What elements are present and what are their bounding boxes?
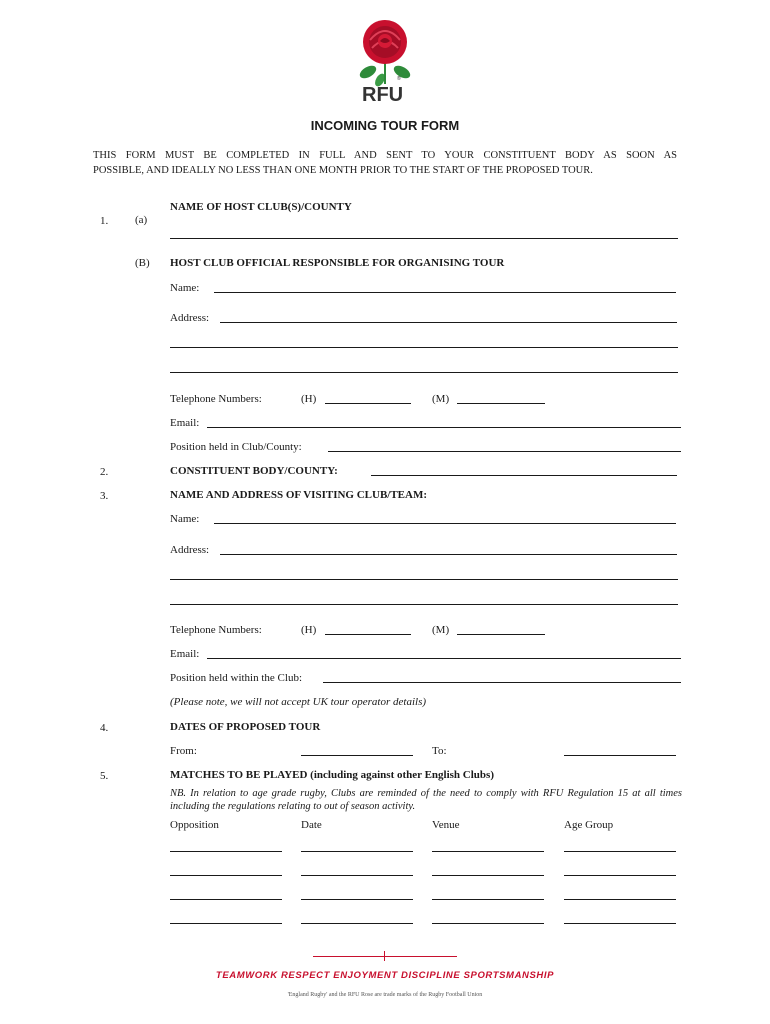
visitor-email-label: Email:: [170, 648, 200, 660]
visitor-address-field-1[interactable]: [220, 554, 677, 555]
match-cell-field[interactable]: [170, 899, 282, 900]
footer-divider-tick: [384, 951, 385, 961]
match-cell-field[interactable]: [564, 923, 676, 924]
footer-divider: [313, 956, 457, 957]
visitor-telephone-label: Telephone Numbers:: [170, 624, 262, 636]
to-date-field[interactable]: [564, 755, 676, 756]
section-4-heading: DATES OF PROPOSED TOUR: [170, 721, 321, 733]
visitor-position-field[interactable]: [323, 682, 681, 683]
col-venue: Venue: [432, 819, 460, 831]
host-mobile-phone-field[interactable]: [457, 403, 545, 404]
host-address-field-3[interactable]: [170, 372, 678, 373]
intro-line-1: THIS FORM MUST BE COMPLETED IN FULL AND SENT TO YOUR CONSTITUENT BODY AS SOON AS: [93, 150, 677, 161]
section-5-number: 5.: [100, 770, 109, 782]
constituent-body-field[interactable]: [371, 475, 677, 476]
section-1-number: 1.: [100, 215, 109, 227]
visitor-home-phone-field[interactable]: [325, 634, 411, 635]
host-home-phone-field[interactable]: [325, 403, 411, 404]
col-date: Date: [301, 819, 322, 831]
visitor-home-label: (H): [301, 624, 317, 636]
intro-line-2: POSSIBLE, AND IDEALLY NO LESS THAN ONE MONTH PRIOR TO THE START OF THE PROPOSED TOUR.: [93, 165, 593, 176]
section-1a-heading: NAME OF HOST CLUB(S)/COUNTY: [170, 201, 352, 213]
host-mobile-label: (M): [432, 393, 450, 405]
match-cell-field[interactable]: [432, 899, 544, 900]
visitor-mobile-label: (M): [432, 624, 450, 636]
section-4-number: 4.: [100, 722, 109, 734]
host-position-label: Position held in Club/County:: [170, 441, 302, 453]
match-cell-field[interactable]: [170, 875, 282, 876]
from-date-field[interactable]: [301, 755, 413, 756]
section-1b-heading: HOST CLUB OFFICIAL RESPONSIBLE FOR ORGANISING TOUR: [170, 257, 505, 269]
match-cell-field[interactable]: [170, 851, 282, 852]
match-cell-field[interactable]: [564, 899, 676, 900]
col-opposition: Opposition: [170, 819, 219, 831]
match-cell-field[interactable]: [432, 875, 544, 876]
match-cell-field[interactable]: [301, 875, 413, 876]
host-club-field[interactable]: [170, 238, 678, 239]
match-cell-field[interactable]: [432, 851, 544, 852]
match-cell-field[interactable]: [301, 851, 413, 852]
age-grade-note: NB. In relation to age grade rugby, Clubs are reminded of the need to comply with RFU Regulation 15 at all times including the regulations relating to out of season activity.: [170, 788, 682, 812]
host-address-field-2[interactable]: [170, 347, 678, 348]
logo-text: RFU: [362, 84, 404, 106]
section-3-number: 3.: [100, 490, 109, 502]
match-cell-field[interactable]: [564, 875, 676, 876]
host-name-field[interactable]: [214, 292, 676, 293]
section-5-heading: MATCHES TO BE PLAYED (including against other English Clubs): [170, 769, 494, 781]
trademark-notice: 'England Rugby' and the RFU Rose are trade marks of the Rugby Football Union: [287, 992, 483, 998]
match-cell-field[interactable]: [301, 923, 413, 924]
host-telephone-label: Telephone Numbers:: [170, 393, 262, 405]
rfu-logo: [350, 12, 420, 108]
host-address-label: Address:: [170, 312, 210, 324]
col-age-group: Age Group: [564, 819, 614, 831]
svg-text:®: ®: [397, 76, 401, 82]
host-email-field[interactable]: [207, 427, 681, 428]
match-cell-field[interactable]: [170, 923, 282, 924]
visitor-email-field[interactable]: [207, 658, 681, 659]
section-2-number: 2.: [100, 466, 109, 478]
from-label: From:: [170, 745, 197, 757]
visitor-mobile-phone-field[interactable]: [457, 634, 545, 635]
host-position-field[interactable]: [328, 451, 681, 452]
to-label: To:: [432, 745, 447, 757]
host-address-field-1[interactable]: [220, 322, 677, 323]
section-3-heading: NAME AND ADDRESS OF VISITING CLUB/TEAM:: [170, 489, 428, 501]
host-name-label: Name:: [170, 282, 200, 294]
tour-operator-note: (Please note, we will not accept UK tour operator details): [170, 696, 427, 708]
match-cell-field[interactable]: [564, 851, 676, 852]
intro-text: [93, 148, 677, 178]
match-cell-field[interactable]: [432, 923, 544, 924]
visitor-name-field[interactable]: [214, 523, 676, 524]
match-cell-field[interactable]: [301, 899, 413, 900]
visitor-name-label: Name:: [170, 513, 200, 525]
values-tagline: TEAMWORK RESPECT ENJOYMENT DISCIPLINE SPORTSMANSHIP: [215, 970, 555, 981]
form-title: INCOMING TOUR FORM: [310, 118, 460, 133]
host-email-label: Email:: [170, 417, 200, 429]
section-1b-label: (B): [135, 257, 150, 269]
host-home-label: (H): [301, 393, 317, 405]
visitor-address-field-2[interactable]: [170, 579, 678, 580]
visitor-address-field-3[interactable]: [170, 604, 678, 605]
section-2-heading: CONSTITUENT BODY/COUNTY:: [170, 465, 338, 477]
section-1a-label: (a): [135, 214, 148, 226]
visitor-position-label: Position held within the Club:: [170, 672, 303, 684]
visitor-address-label: Address:: [170, 544, 210, 556]
